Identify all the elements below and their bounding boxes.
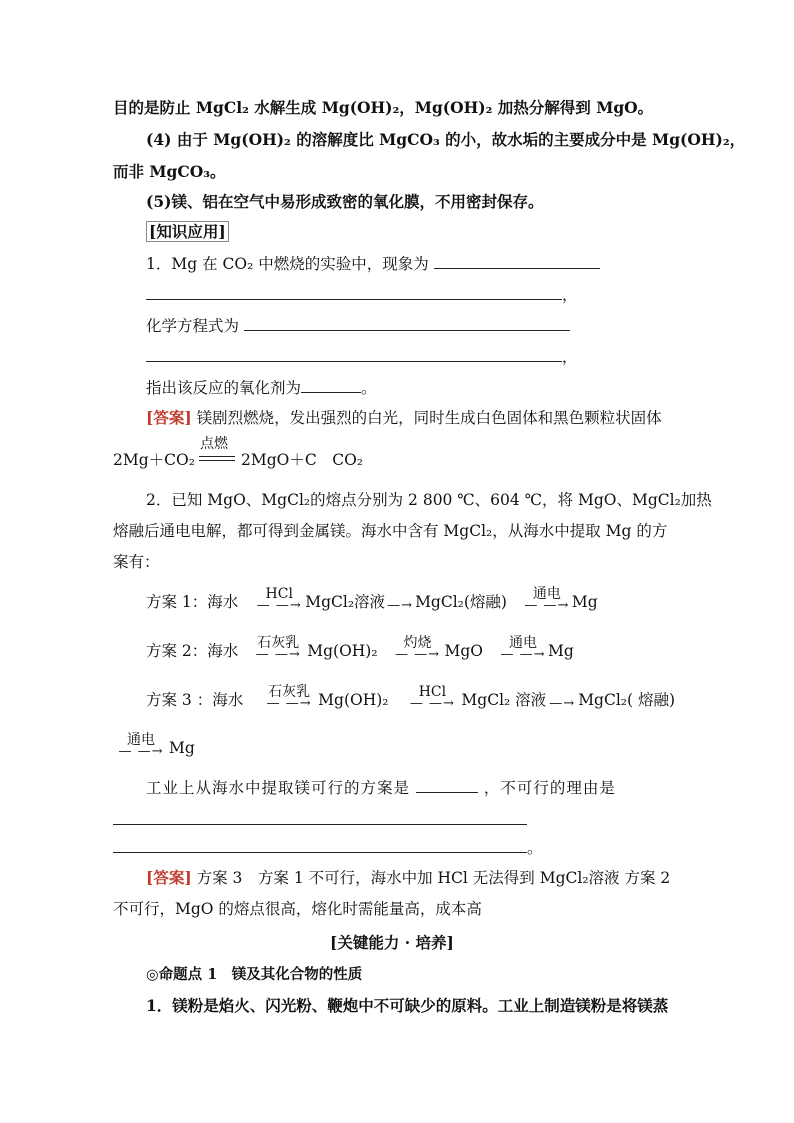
question-2-line-1: 2．已知 MgO、MgCl₂的熔点分别为 2 800 ℃、604 ℃，将 MgO、MgCl₂加热 <box>146 491 712 509</box>
arrow-icon: HCl — —→ <box>409 684 455 711</box>
answer-2-line-1 <box>146 868 670 888</box>
question-text: 工业上从海水中提取镁可行的方案是 <box>146 779 411 797</box>
answer-blank[interactable] <box>113 810 527 825</box>
product: MgCl₂溶液 <box>305 593 386 611</box>
answer-blank[interactable] <box>301 378 361 393</box>
question-2-line-2: 熔融后通电电解，都可得到金属镁。海水中含有 MgCl₂，从海水中提取 Mg 的方 <box>113 522 668 540</box>
product: MgCl₂ 溶液 <box>461 691 547 709</box>
plan-3 <box>146 676 675 710</box>
question-1-line-3 <box>146 316 570 336</box>
arrow-icon: 灼烧 — —→ <box>394 635 441 662</box>
question-3-line-1: 1．镁粉是焰火、闪光粉、鞭炮中不可缺少的原料。工业上制造镁粉是将镁蒸 <box>146 996 669 1015</box>
punctuation: 。 <box>361 379 377 397</box>
plan-2 <box>146 627 574 661</box>
answer-1-equation-right: 2MgO＋C CO₂ <box>241 451 364 469</box>
answer-blank[interactable] <box>244 316 570 331</box>
arrow-icon: 石灰乳 — —→ <box>266 684 312 711</box>
equation-equals-sign <box>199 456 235 461</box>
answer-blank[interactable] <box>416 778 478 793</box>
question-1-line-1 <box>146 254 600 274</box>
punctuation: 。 <box>527 839 543 857</box>
question-2-line-3: 案有： <box>113 553 160 571</box>
question-1-line-2 <box>146 285 578 305</box>
plan-label: 方案 2：海水 <box>146 642 239 660</box>
paragraph-line: (5)镁、铝在空气中易形成致密的氧化膜，不用密封保存。 <box>146 192 544 211</box>
product: Mg <box>547 642 574 660</box>
punctuation: ， <box>562 348 578 366</box>
reaction-condition: 点燃 <box>200 436 228 452</box>
plan-3-continued <box>113 724 195 758</box>
arrow-icon: 通电 — —→ <box>500 635 546 662</box>
question-text: 化学方程式为 <box>146 317 240 335</box>
paragraph-line: 目的是防止 MgCl₂ 水解生成 Mg(OH)₂，Mg(OH)₂ 加热分解得到 MgO。 <box>113 98 654 117</box>
knowledge-application-label: [知识应用] <box>146 221 229 242</box>
punctuation: ， <box>562 286 578 304</box>
product: Mg <box>169 739 195 757</box>
section-heading <box>146 222 229 242</box>
paragraph-line: 而非 MgCO₃。 <box>113 162 226 181</box>
product: Mg <box>571 593 598 611</box>
arrow-icon: HCl — —→ <box>256 586 302 613</box>
answer-text: 镁剧烈燃烧，发出强烈的白光，同时生成白色固体和黑色颗粒状固体 <box>196 409 662 427</box>
product: MgCl₂( 熔融) <box>578 691 676 709</box>
arrow-icon: —→ <box>549 696 576 711</box>
answer-blank[interactable] <box>146 285 562 300</box>
topic-heading: ◎命题点 1 镁及其化合物的性质 <box>146 966 363 983</box>
plan-1 <box>146 578 598 612</box>
answer-blank[interactable] <box>146 347 562 362</box>
section-heading: [关键能力 · 培养] <box>330 933 454 952</box>
answer-text: 方案 3 方案 1 不可行，海水中加 HCl 无法得到 MgCl₂溶液 方案 2 <box>196 869 671 887</box>
question-text: ，不可行的理由是 <box>483 779 616 797</box>
product: Mg(OH)₂ <box>318 691 389 709</box>
question-1-line-5 <box>146 378 377 398</box>
answer-1-line-1 <box>146 408 662 428</box>
answer-blank[interactable] <box>113 838 527 853</box>
answer-1-equation-left: 2Mg＋CO₂ <box>113 451 195 469</box>
answer-label: [答案] <box>146 868 192 887</box>
question-text: 指出该反应的氧化剂为 <box>146 379 302 397</box>
arrow-icon: 通电 — —→ <box>118 732 164 759</box>
arrow-icon: —→ <box>387 598 414 613</box>
answer-2-line-2: 不可行，MgO 的熔点很高，熔化时需能量高，成本高 <box>113 900 482 918</box>
question-2-prompt <box>146 778 616 798</box>
paragraph-line: (4) 由于 Mg(OH)₂ 的溶解度比 MgCO₃ 的小，故水垢的主要成分中是 Mg(OH)₂， <box>146 130 746 149</box>
arrow-icon: 石灰乳 — —→ <box>255 635 301 662</box>
question-1-line-4 <box>146 347 578 367</box>
plan-label: 方案 3 ：海水 <box>146 691 244 709</box>
arrow-icon: 通电 — —→ <box>524 586 570 613</box>
answer-label: [答案] <box>146 408 192 427</box>
product: Mg(OH)₂ <box>307 642 378 660</box>
question-2-blank-line-2 <box>113 838 543 858</box>
answer-blank[interactable] <box>434 254 600 269</box>
question-2-blank-line-1 <box>113 810 527 830</box>
question-text: 1．Mg 在 CO₂ 中燃烧的实验中，现象为 <box>146 255 429 273</box>
product: MgO <box>444 642 484 660</box>
product: MgCl₂(熔融) <box>415 593 507 611</box>
plan-label: 方案 1：海水 <box>146 593 239 611</box>
